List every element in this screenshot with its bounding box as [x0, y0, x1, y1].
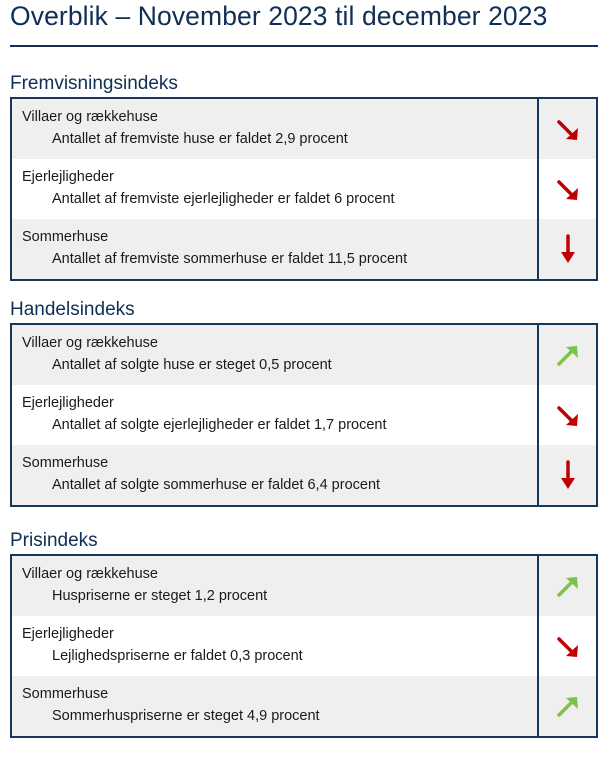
row-category: Villaer og rækkehuse: [22, 335, 158, 351]
section-prisindeks: [10, 528, 598, 738]
row-description: Lejlighedspriserne er faldet 0,3 procent: [52, 648, 303, 664]
row-category: Villaer og rækkehuse: [22, 109, 158, 125]
row-description: Antallet af fremviste ejerlejligheder er faldet 6 procent: [52, 191, 395, 207]
indicator-row: [12, 325, 537, 385]
row-category: Sommerhuse: [22, 455, 109, 471]
arrow-down-right-icon: [539, 99, 596, 159]
arrow-down-right-icon: [539, 385, 596, 445]
indicator-row: [12, 219, 537, 279]
title-divider: [10, 45, 598, 47]
row-category: Sommerhuse: [22, 686, 109, 702]
row-category: Ejerlejligheder: [22, 395, 114, 411]
indicator-row: [12, 676, 537, 736]
indicator-row: [12, 445, 537, 505]
arrow-down-icon: [539, 445, 596, 505]
indicator-panel: [10, 97, 598, 281]
row-description: Antallet af solgte ejerlejligheder er faldet 1,7 procent: [52, 417, 387, 433]
row-description: Sommerhuspriserne er steget 4,9 procent: [52, 708, 320, 724]
row-description: Antallet af solgte huse er steget 0,5 procent: [52, 357, 332, 373]
indicator-panel: [10, 323, 598, 507]
section-fremvisningsindeks: [10, 71, 598, 281]
arrow-down-icon: [539, 219, 596, 279]
arrow-down-right-icon: [539, 159, 596, 219]
row-description: Antallet af fremviste huse er faldet 2,9 procent: [52, 131, 348, 147]
row-description: Antallet af solgte sommerhuse er faldet 6,4 procent: [52, 477, 381, 493]
indicator-panel: [10, 554, 598, 738]
arrow-up-right-icon: [539, 325, 596, 385]
page-title: Overblik – November 2023 til december 2023: [10, 1, 548, 31]
row-description: Antallet af fremviste sommerhuse er faldet 11,5 procent: [52, 251, 408, 267]
section-title: Prisindeks: [10, 530, 98, 551]
indicator-row: [12, 385, 537, 445]
indicator-row: [12, 556, 537, 616]
indicator-row: [12, 99, 537, 159]
section-title: Fremvisningsindeks: [10, 73, 178, 94]
section-handelsindeks: [10, 297, 598, 507]
row-category: Sommerhuse: [22, 229, 109, 245]
arrow-down-right-icon: [539, 616, 596, 676]
row-category: Villaer og rækkehuse: [22, 566, 158, 582]
indicator-row: [12, 616, 537, 676]
arrow-up-right-icon: [539, 556, 596, 616]
row-category: Ejerlejligheder: [22, 169, 114, 185]
arrow-up-right-icon: [539, 676, 596, 736]
indicator-row: [12, 159, 537, 219]
row-category: Ejerlejligheder: [22, 626, 114, 642]
section-title: Handelsindeks: [10, 299, 135, 320]
row-description: Huspriserne er steget 1,2 procent: [52, 588, 268, 604]
